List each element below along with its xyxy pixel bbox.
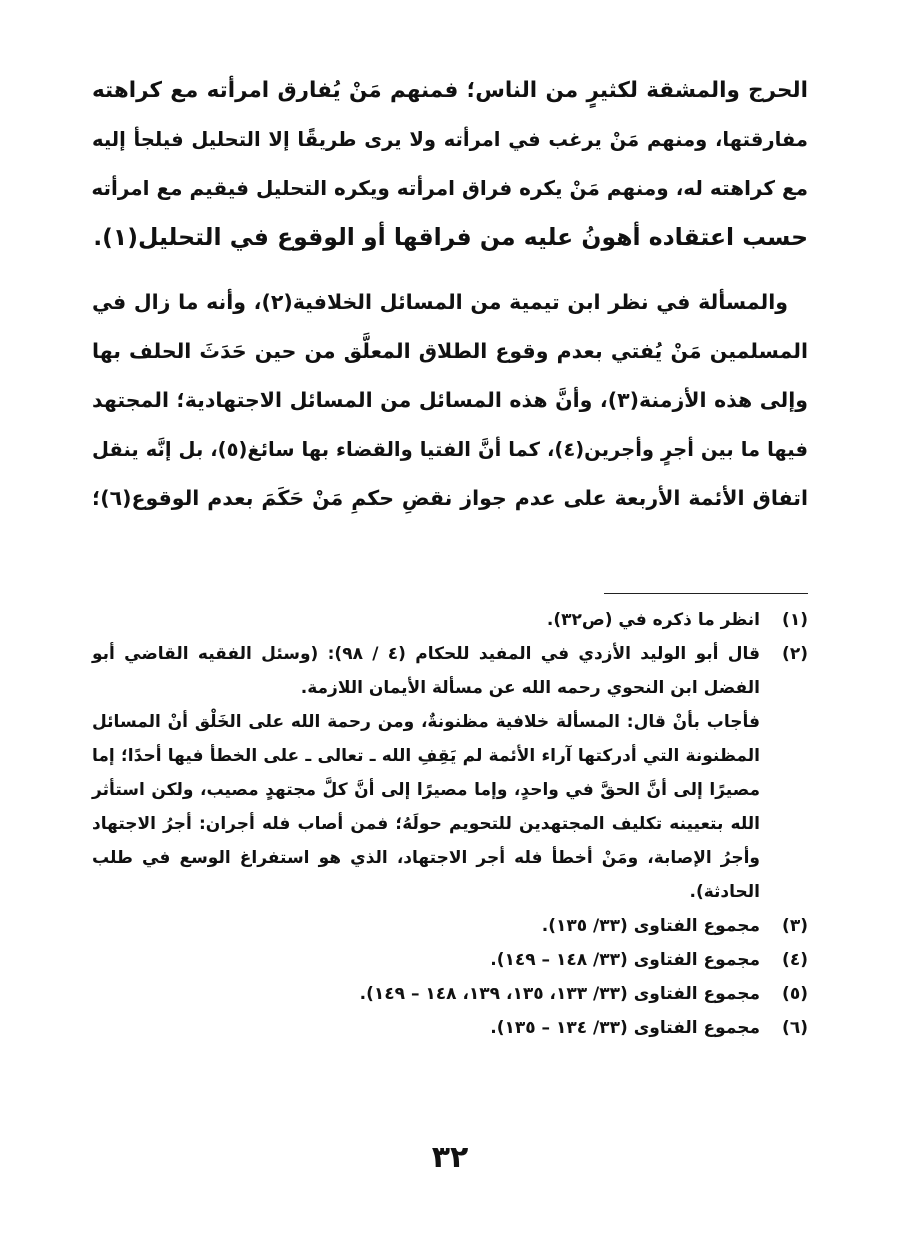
- main-text: [92, 66, 808, 523]
- footnote-separator: [604, 593, 808, 594]
- text-line: فيها ما بين أجرٍ وأجرين(٤)، كما أنَّ الفتيا والقضاء بها سائغ(٥)، بل إنَّه ينقل: [92, 438, 809, 461]
- footnote-number: (٤): [782, 950, 808, 970]
- footnote-number: (٢): [782, 644, 808, 664]
- page-number: ٣٢: [431, 1140, 469, 1175]
- footnote-number: (٦): [782, 1018, 808, 1038]
- footnote-number: (٣): [782, 916, 808, 936]
- text-line: والمسألة في نظر ابن تيمية من المسائل الخلافية(٢)، وأنه ما زال في: [92, 290, 788, 314]
- footnote-line: مصيرًا إلى أنَّ الحقَّ في واحدٍ، وإما مصيرًا إلى أنَّ كلَّ مجتهدٍ مصيب، ولكن استأثر: [92, 780, 760, 800]
- text-line: مع كراهته له، ومنهم مَنْ يكره فراق امرأته ويكره التحليل فيقيم مع امرأته: [91, 176, 808, 200]
- footnote-number: (٥): [782, 984, 808, 1004]
- text-line: الحرج والمشقة لكثيرٍ من الناس؛ فمنهم مَنْ يُفارق امرأته مع كراهته: [92, 78, 808, 103]
- text-line: حسب اعتقاده أهونُ عليه من فراقها أو الوقوع في التحليل(١).: [93, 223, 808, 251]
- footnote-line: وأجرُ الإصابة، ومَنْ أخطأ فله أجر الاجتهاد، الذي هو استفراغ الوسع في طلب: [92, 848, 760, 868]
- paragraph-1: [92, 66, 808, 262]
- footnote-line: فأجاب بأنْ قال: المسألة خلافية مظنونةٌ، ومن رحمة الله على الخَلْق أنْ المسائل: [92, 712, 760, 732]
- footnotes: [92, 603, 808, 1045]
- footnote-3: [92, 909, 808, 943]
- footnote-line: مجموع الفتاوى (٣٣/ ١٣٥).: [541, 916, 760, 936]
- text-line: وإلى هذه الأزمنة(٣)، وأنَّ هذه المسائل من المسائل الاجتهادية؛ المجتهد: [92, 388, 808, 412]
- footnote-5: [92, 977, 808, 1011]
- footnote-2: [92, 637, 808, 909]
- footnote-line: الحادثة).: [689, 882, 760, 902]
- footnote-line: المظنونة التي أدركتها آراء الأئمة لم يَقِفِ الله ـ تعالى ـ على الخطأ فيها أحدًا؛ إما: [92, 746, 760, 766]
- footnote-line: الله بتعيينه تكليف المجتهدين للتحويم حولَهُ؛ فمن أصاب فله أجران: أجرُ الاجتهاد: [92, 814, 760, 834]
- footnote-line: مجموع الفتاوى (٣٣/ ١٣٤ – ١٣٥).: [490, 1018, 760, 1038]
- text-line: اتفاق الأئمة الأربعة على عدم جواز نقضِ حكمِ مَنْ حَكَمَ بعدم الوقوع(٦)؛: [92, 486, 808, 510]
- footnote-line: مجموع الفتاوى (٣٣/ ١٤٨ – ١٤٩).: [490, 950, 760, 970]
- text-line: مفارقتها، ومنهم مَنْ يرغب في امرأته ولا يرى طريقًا إلا التحليل فيلجأ إليه: [92, 128, 808, 151]
- footnote-line: الفضل ابن النحوي رحمه الله عن مسألة الأيمان اللازمة.: [300, 678, 760, 698]
- footnote-6: [92, 1011, 808, 1045]
- footnote-line: قال أبو الوليد الأزدي في المفيد للحكام (٤ / ٩٨): (وسئل الفقيه القاضي أبو: [92, 644, 760, 664]
- footnote-line: انظر ما ذكره في (ص٣٢).: [546, 610, 760, 630]
- footnote-1: [92, 603, 808, 637]
- paragraph-2: [92, 278, 808, 523]
- footnote-4: [92, 943, 808, 977]
- text-line: المسلمين مَنْ يُفتي بعدم وقوع الطلاق المعلَّق من حين حَدَثَ الحلف بها: [92, 339, 808, 363]
- footnote-line: مجموع الفتاوى (٣٣/ ١٣٣، ١٣٥، ١٣٩، ١٤٨ – ١٤٩).: [359, 984, 760, 1004]
- footnote-number: (١): [782, 610, 808, 630]
